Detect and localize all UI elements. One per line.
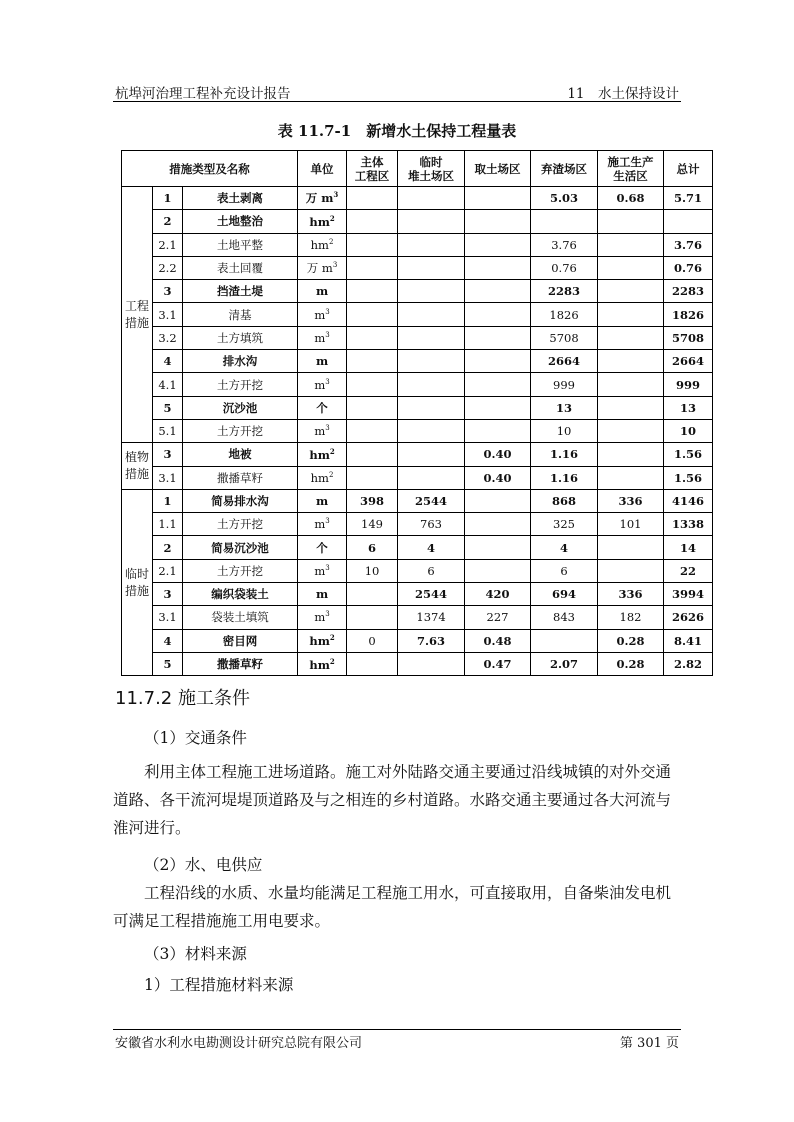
value-cell: 763 [398,513,465,536]
header-cell: 取土场区 [465,151,531,187]
value-cell [347,419,398,442]
item-number-cell: 3.2 [153,326,183,349]
category-cell: 工程 措施 [122,187,153,443]
value-cell [347,350,398,373]
value-cell: 0.48 [465,629,531,652]
header-chapter: 11 水土保持设计 [567,86,679,102]
value-cell [465,536,531,559]
value-cell: 398 [347,489,398,512]
table-body [122,187,713,676]
value-cell: 10 [347,559,398,582]
total-cell: 22 [664,559,713,582]
page-header [113,80,681,102]
value-cell [598,466,664,489]
value-cell [598,303,664,326]
table-row [122,419,713,442]
value-cell [598,210,664,233]
value-cell [598,443,664,466]
value-cell: 4 [398,536,465,559]
value-cell [465,256,531,279]
item-number-cell: 5.1 [153,419,183,442]
total-cell: 1.56 [664,466,713,489]
value-cell [347,280,398,303]
table-row [122,326,713,349]
item-number-cell: 4.1 [153,373,183,396]
value-cell [465,373,531,396]
item-number-cell: 3 [153,280,183,303]
value-cell [347,466,398,489]
value-cell: 6 [347,536,398,559]
total-cell: 13 [664,396,713,419]
value-cell: 420 [465,583,531,606]
value-cell: 4 [531,536,598,559]
value-cell: 13 [531,396,598,419]
value-cell [347,233,398,256]
value-cell [531,210,598,233]
value-cell: 1.16 [531,466,598,489]
value-cell [465,419,531,442]
unit-cell: $m^3$ [298,606,347,629]
item-name-cell: 土方填筑 [183,326,298,349]
unit-cell: $hm^2$ [298,652,347,675]
table-row [122,629,713,652]
value-cell: 0 [347,629,398,652]
item-name-cell: 沉沙池 [183,396,298,419]
value-cell: 2544 [398,583,465,606]
paragraph: 1）工程措施材料来源 [144,976,294,994]
item-name-cell: 撒播草籽 [183,466,298,489]
value-cell [347,396,398,419]
total-cell: 3994 [664,583,713,606]
header-cell: 施工生产 生活区 [598,151,664,187]
table-row [122,373,713,396]
value-cell [465,396,531,419]
value-cell [598,373,664,396]
header-report-title: 杭埠河治理工程补充设计报告 [115,86,291,102]
item-number-cell: 3 [153,443,183,466]
total-cell: 2626 [664,606,713,629]
item-number-cell: 1.1 [153,513,183,536]
table-row [122,280,713,303]
value-cell [598,326,664,349]
value-cell [598,350,664,373]
footer-page-number: 第 301 页 [619,1036,679,1051]
unit-cell: 万 $m^3$ [298,187,347,210]
header-cell: 措施类型及名称 [122,151,298,187]
total-cell: 4146 [664,489,713,512]
unit-cell: $m^3$ [298,373,347,396]
value-cell: 694 [531,583,598,606]
category-cell: 临时 措施 [122,489,153,675]
item-number-cell: 5 [153,396,183,419]
value-cell [398,419,465,442]
unit-cell: $m^3$ [298,559,347,582]
table-row [122,536,713,559]
item-number-cell: 2 [153,210,183,233]
value-cell [347,187,398,210]
value-cell [398,652,465,675]
value-cell [598,559,664,582]
item-number-cell: 4 [153,629,183,652]
table-row [122,303,713,326]
value-cell [398,187,465,210]
value-cell: 0.40 [465,466,531,489]
unit-cell: 个 [298,536,347,559]
unit-cell: $m^3$ [298,326,347,349]
value-cell: 2544 [398,489,465,512]
unit-cell: $hm^2$ [298,233,347,256]
value-cell [398,210,465,233]
value-cell [398,373,465,396]
total-cell: 3.76 [664,233,713,256]
paragraph: （3）材料来源 [144,945,247,963]
value-cell: 6 [398,559,465,582]
item-name-cell: 地被 [183,443,298,466]
value-cell [347,652,398,675]
value-cell [398,350,465,373]
item-name-cell: 土方开挖 [183,373,298,396]
item-name-cell: 土方开挖 [183,419,298,442]
value-cell [598,419,664,442]
value-cell [347,326,398,349]
value-cell: 7.63 [398,629,465,652]
value-cell: 10 [531,419,598,442]
total-cell: 1826 [664,303,713,326]
paragraph: 工程沿线的水质、水量均能满足工程施工用水，可直接取用，自备柴油发电机可满足工程措施施工用电要求。 [113,884,672,930]
item-number-cell: 5 [153,652,183,675]
value-cell: 0.40 [465,443,531,466]
item-name-cell: 土方开挖 [183,513,298,536]
unit-cell: $m^3$ [298,303,347,326]
value-cell [465,489,531,512]
value-cell [465,326,531,349]
item-name-cell: 土方开挖 [183,559,298,582]
header-cell: 单位 [298,151,347,187]
paragraph: （1）交通条件 [144,729,247,747]
value-cell: 336 [598,583,664,606]
item-number-cell: 2.1 [153,559,183,582]
category-cell: 植物 措施 [122,443,153,490]
value-cell [598,396,664,419]
value-cell [598,256,664,279]
table-row [122,513,713,536]
unit-cell: $hm^2$ [298,466,347,489]
value-cell: 2283 [531,280,598,303]
item-name-cell: 密目网 [183,629,298,652]
unit-cell: $m^3$ [298,419,347,442]
value-cell: 0.28 [598,652,664,675]
item-name-cell: 袋装土填筑 [183,606,298,629]
item-name-cell: 排水沟 [183,350,298,373]
header-cell: 临时 堆土场区 [398,151,465,187]
value-cell: 0.47 [465,652,531,675]
value-cell [347,606,398,629]
total-cell: 5708 [664,326,713,349]
item-name-cell: 简易沉沙池 [183,536,298,559]
table-caption: 表 11.7-1 新增水土保持工程量表 [277,122,517,140]
total-cell: 5.71 [664,187,713,210]
value-cell: 101 [598,513,664,536]
total-cell: 2283 [664,280,713,303]
item-number-cell: 2 [153,536,183,559]
item-name-cell: 表土剥离 [183,187,298,210]
table-row [122,652,713,675]
total-cell [664,210,713,233]
table-header-row [122,151,713,187]
table-row [122,559,713,582]
value-cell [398,303,465,326]
item-number-cell: 3 [153,583,183,606]
value-cell: 336 [598,489,664,512]
unit-cell: m [298,583,347,606]
unit-cell: 个 [298,396,347,419]
item-number-cell: 2.2 [153,256,183,279]
unit-cell: m [298,489,347,512]
value-cell: 0.68 [598,187,664,210]
value-cell: 0.76 [531,256,598,279]
value-cell: 1374 [398,606,465,629]
table-row [122,233,713,256]
value-cell [598,233,664,256]
item-number-cell: 4 [153,350,183,373]
item-number-cell: 3.1 [153,303,183,326]
table-row [122,210,713,233]
value-cell [465,513,531,536]
item-name-cell: 编织袋装土 [183,583,298,606]
table-row [122,489,713,512]
paragraph: 利用主体工程施工进场道路。施工对外陆路交通主要通过沿线城镇的对外交通道路、各干流河堤堤顶道路及与之相连的乡村道路。水路交通主要通过各大河流与淮河进行。 [113,763,672,837]
value-cell [347,303,398,326]
unit-cell: $hm^2$ [298,629,347,652]
value-cell [398,466,465,489]
item-number-cell: 3.1 [153,606,183,629]
item-name-cell: 挡渣土堤 [183,280,298,303]
value-cell: 1.16 [531,443,598,466]
value-cell [465,187,531,210]
total-cell: 2.82 [664,652,713,675]
value-cell: 227 [465,606,531,629]
unit-cell: 万 $m^3$ [298,256,347,279]
value-cell [465,280,531,303]
quantity-table [121,150,713,676]
unit-cell: $hm^2$ [298,210,347,233]
item-name-cell: 土地平整 [183,233,298,256]
value-cell: 0.28 [598,629,664,652]
item-name-cell: 土地整治 [183,210,298,233]
value-cell [598,280,664,303]
header-cell: 主体 工程区 [347,151,398,187]
table-row [122,466,713,489]
unit-cell: $m^3$ [298,513,347,536]
value-cell [465,350,531,373]
value-cell: 5708 [531,326,598,349]
value-cell: 182 [598,606,664,629]
unit-cell: m [298,280,347,303]
value-cell: 325 [531,513,598,536]
value-cell [398,443,465,466]
unit-cell: m [298,350,347,373]
total-cell: 8.41 [664,629,713,652]
footer-company: 安徽省水利水电勘测设计研究总院有限公司 [115,1036,363,1051]
footer-rule [113,1029,681,1030]
table-row [122,443,713,466]
value-cell [398,256,465,279]
value-cell [398,326,465,349]
item-name-cell: 清基 [183,303,298,326]
value-cell [465,233,531,256]
value-cell [398,396,465,419]
item-number-cell: 3.1 [153,466,183,489]
value-cell [465,303,531,326]
value-cell [398,233,465,256]
total-cell: 14 [664,536,713,559]
value-cell [347,373,398,396]
header-cell: 总计 [664,151,713,187]
unit-cell: $hm^2$ [298,443,347,466]
table-row [122,583,713,606]
item-number-cell: 2.1 [153,233,183,256]
total-cell: 2664 [664,350,713,373]
value-cell [347,583,398,606]
item-name-cell: 简易排水沟 [183,489,298,512]
value-cell [465,559,531,582]
table-row [122,350,713,373]
total-cell: 1.56 [664,443,713,466]
table-row [122,606,713,629]
total-cell: 0.76 [664,256,713,279]
value-cell: 149 [347,513,398,536]
section-heading: 11.7.2 施工条件 [115,688,250,709]
item-number-cell: 1 [153,187,183,210]
item-number-cell: 1 [153,489,183,512]
value-cell: 999 [531,373,598,396]
value-cell [347,210,398,233]
value-cell: 868 [531,489,598,512]
table-row [122,256,713,279]
header-rule [113,101,681,102]
paragraph: （2）水、电供应 [144,856,263,874]
item-name-cell: 表土回覆 [183,256,298,279]
value-cell [347,256,398,279]
value-cell: 3.76 [531,233,598,256]
value-cell: 1826 [531,303,598,326]
total-cell: 999 [664,373,713,396]
value-cell [531,629,598,652]
header-cell: 弃渣场区 [531,151,598,187]
table-row [122,396,713,419]
total-cell: 1338 [664,513,713,536]
value-cell [398,280,465,303]
value-cell [465,210,531,233]
value-cell: 2.07 [531,652,598,675]
value-cell: 843 [531,606,598,629]
value-cell [347,443,398,466]
value-cell: 6 [531,559,598,582]
item-name-cell: 撒播草籽 [183,652,298,675]
total-cell: 10 [664,419,713,442]
value-cell: 5.03 [531,187,598,210]
table-row [122,187,713,210]
value-cell: 2664 [531,350,598,373]
value-cell [598,536,664,559]
